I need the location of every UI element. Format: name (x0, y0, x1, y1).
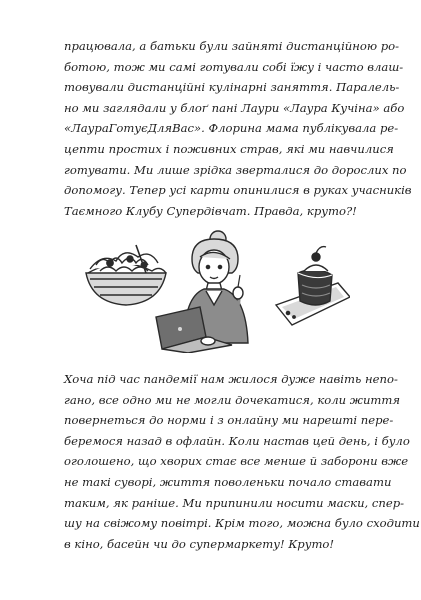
text-line: оголошено, що хворих стає все менше й заборони вже (64, 454, 409, 469)
cake-on-plate (276, 247, 350, 325)
paragraph-1 (64, 36, 412, 221)
text-line: товували дистанційні кулінарні заняття. Паралель- (64, 80, 400, 95)
text-line: гано, все одно ми не могли дочекатися, коли життя (64, 392, 401, 407)
spaghetti-bowl (86, 245, 166, 305)
text-line: працювала, а батьки були зайняті дистанційною ро- (64, 39, 400, 53)
text-line: шу на свіжому повітрі. Крім того, можна було сходити (64, 516, 420, 531)
text-line: готувати. Ми лише зрідка зверталися до дорослих по (64, 162, 407, 177)
text-line: «ЛаураГотуєДляВас». Флорина мама публікувала ре- (64, 121, 399, 136)
text-line: но ми заглядали у блоґ пані Лаури «Лаура Кучіна» або (64, 100, 405, 115)
cooking-illustration (80, 225, 350, 353)
text-line: Таємного Клубу Супердівчат. Правда, круто?! (64, 203, 357, 218)
text-line: таким, як раніше. Ми припинили носити маски, спер- (64, 495, 405, 510)
paragraph-2 (64, 369, 420, 554)
text-line: в кіно, басейн чи до супермаркету! Круто! (64, 536, 335, 551)
text-line: ботою, тож ми самі готували собі їжу і часто влаш- (64, 59, 404, 74)
text-line: беремося назад в офлайн. Коли настав цей день, і було (64, 433, 410, 448)
text-line: не такі суворі, життя поволеньки почало ставати (64, 474, 392, 489)
text-line: Хоча під час пандемії нам жилося дуже навіть непо- (64, 372, 398, 386)
girl-with-laptop (156, 231, 248, 353)
text-line: цепти простих і поживних страв, які ми навчилися (64, 141, 394, 156)
text-line: допомогу. Тепер усі карти опинилися в руках учасників (64, 183, 412, 198)
text-line: повернеться до норми і з онлайну ми нарешті пере- (64, 413, 394, 428)
